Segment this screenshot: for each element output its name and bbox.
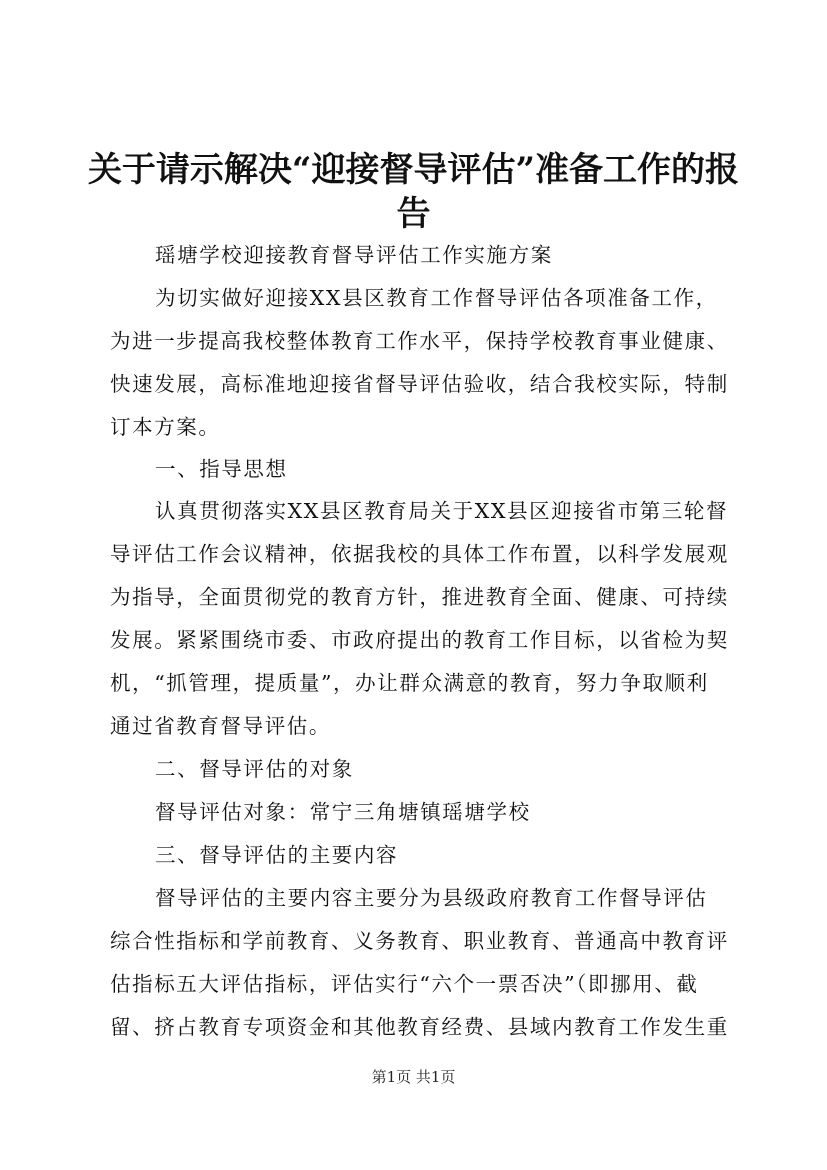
subtitle-paragraph: 瑶塘学校迎接教育督导评估工作实施方案 <box>155 243 553 267</box>
body-line: 通过省教育督导评估。 <box>110 714 331 738</box>
body-line: 为进一步提高我校整体教育工作水平，保持学校教育事业健康、 <box>110 329 729 353</box>
section-heading: 二、督导评估的对象 <box>155 757 354 781</box>
title-line-2: 告 <box>396 194 431 234</box>
body-line: 留、挤占教育专项资金和其他教育经费、县域内教育工作发生重 <box>110 1015 729 1039</box>
body-line: 为切实做好迎接XX县区教育工作督导评估各项准备工作， <box>155 286 718 310</box>
body-line: 督导评估的主要内容主要分为县级政府教育工作督导评估 <box>155 886 708 910</box>
body-line: 认真贯彻落实XX县区教育局关于XX县区迎接省市第三轮督 <box>155 499 729 523</box>
body-line: 订本方案。 <box>110 415 221 439</box>
body-line: 督导评估对象：常宁三角塘镇瑶塘学校 <box>155 800 531 824</box>
section-heading: 三、督导评估的主要内容 <box>155 843 399 867</box>
body-line: 发展。紧紧围绕市委、市政府提出的教育工作目标，以省检为契 <box>110 628 729 652</box>
page-footer: 第1页 共1页 <box>371 1068 456 1086</box>
section-heading: 一、指导思想 <box>155 457 288 481</box>
title-line-1: 关于请示解决“迎接督导评估”准备工作的报 <box>87 150 740 190</box>
body-line: 导评估工作会议精神，依据我校的具体工作布置，以科学发展观 <box>110 542 729 566</box>
body-line: 估指标五大评估指标，评估实行“六个一票否决”（即挪用、截 <box>110 972 699 996</box>
body-line: 为指导，全面贯彻党的教育方针，推进教育全面、健康、可持续 <box>110 585 729 609</box>
body-line: 快速发展，高标准地迎接省督导评估验收，结合我校实际，特制 <box>110 372 729 396</box>
body-line: 综合性指标和学前教育、义务教育、职业教育、普通高中教育评 <box>110 929 729 953</box>
body-line: 机，“抓管理，提质量”，办让群众满意的教育，努力争取顺利 <box>110 671 709 695</box>
